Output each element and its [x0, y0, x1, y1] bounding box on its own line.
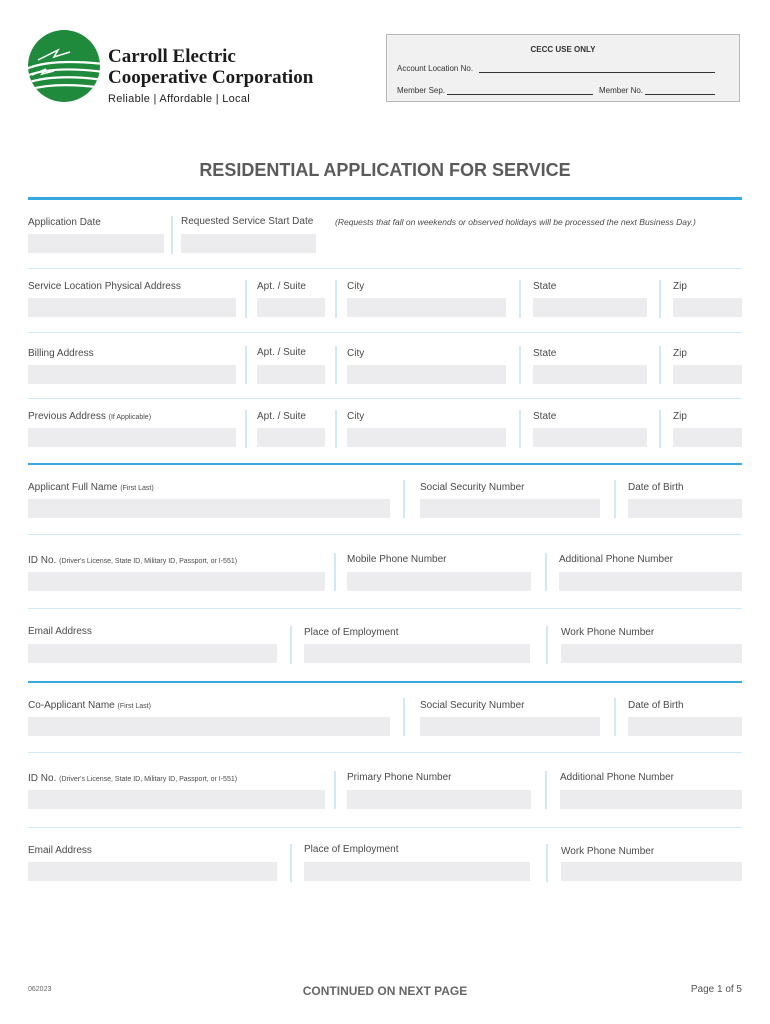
- service-address-label: Service Location Physical Address: [28, 281, 181, 292]
- company-tagline: Reliable | Affordable | Local: [108, 93, 251, 105]
- row-divider: [28, 827, 742, 828]
- coapplicant-name-field[interactable]: [28, 717, 390, 736]
- primary-phone-field[interactable]: [347, 790, 531, 809]
- billing-city-field[interactable]: [347, 365, 506, 384]
- mobile-phone-label: Mobile Phone Number: [347, 554, 447, 565]
- coapplicant-employment-label: Place of Employment: [304, 844, 399, 855]
- column-divider: [335, 410, 337, 448]
- billing-apt-field[interactable]: [257, 365, 325, 384]
- column-divider: [614, 480, 616, 518]
- applicant-additional-phone-field[interactable]: [559, 572, 742, 591]
- coapplicant-ssn-label: Social Security Number: [420, 700, 525, 711]
- coapplicant-additional-phone-label: Additional Phone Number: [560, 772, 674, 783]
- section-divider: [28, 681, 742, 683]
- column-divider: [290, 626, 292, 664]
- member-no-line[interactable]: [645, 94, 715, 95]
- service-address-field[interactable]: [28, 298, 236, 317]
- previous-city-label: City: [347, 411, 365, 422]
- column-divider: [546, 844, 548, 882]
- column-divider: [290, 844, 292, 882]
- previous-zip-field[interactable]: [673, 428, 742, 447]
- column-divider: [171, 216, 173, 254]
- previous-state-label: State: [533, 411, 557, 422]
- column-divider: [519, 280, 521, 318]
- previous-apt-label: Apt. / Suite: [257, 411, 306, 422]
- service-zip-label: Zip: [673, 281, 687, 292]
- member-no-label: Member No.: [599, 86, 644, 95]
- page-number: Page 1 of 5: [690, 984, 742, 995]
- coapplicant-id-label: ID No. (Driver's License, State ID, Military ID, Passport, or I-551): [28, 773, 238, 784]
- account-location-label: Account Location No.: [397, 64, 474, 73]
- coapplicant-work-phone-field[interactable]: [561, 862, 742, 881]
- coapplicant-dob-label: Date of Birth: [628, 700, 684, 711]
- continued-notice: CONTINUED ON NEXT PAGE: [302, 984, 468, 998]
- service-apt-field[interactable]: [257, 298, 325, 317]
- member-sep-line[interactable]: [447, 94, 593, 95]
- column-divider: [403, 698, 405, 736]
- account-location-line[interactable]: [479, 72, 715, 73]
- service-zip-field[interactable]: [673, 298, 742, 317]
- applicant-email-field[interactable]: [28, 644, 277, 663]
- previous-city-field[interactable]: [347, 428, 506, 447]
- coapplicant-email-label: Email Address: [28, 845, 92, 856]
- applicant-dob-field[interactable]: [628, 499, 742, 518]
- column-divider: [545, 553, 547, 591]
- application-date-label: Application Date: [28, 217, 101, 228]
- service-apt-label: Apt. / Suite: [257, 281, 306, 292]
- company-name-line1: Carroll Electric: [108, 46, 236, 67]
- previous-address-label: Previous Address (If Applicable): [28, 411, 152, 422]
- row-divider: [28, 752, 742, 753]
- coapplicant-id-field[interactable]: [28, 790, 325, 809]
- applicant-email-label: Email Address: [28, 626, 92, 637]
- column-divider: [245, 410, 247, 448]
- column-divider: [519, 410, 521, 448]
- coapplicant-work-phone-label: Work Phone Number: [561, 846, 655, 857]
- applicant-additional-phone-label: Additional Phone Number: [559, 554, 673, 565]
- office-use-title: CECC USE ONLY: [530, 45, 596, 54]
- previous-zip-label: Zip: [673, 411, 687, 422]
- office-use-box: [386, 34, 740, 102]
- applicant-employment-label: Place of Employment: [304, 627, 399, 638]
- billing-state-label: State: [533, 348, 557, 359]
- service-city-label: City: [347, 281, 365, 292]
- billing-city-label: City: [347, 348, 365, 359]
- applicant-name-field[interactable]: [28, 499, 390, 518]
- row-divider: [28, 398, 742, 399]
- applicant-ssn-label: Social Security Number: [420, 482, 525, 493]
- column-divider: [546, 626, 548, 664]
- service-state-label: State: [533, 281, 557, 292]
- previous-address-field[interactable]: [28, 428, 236, 447]
- coapplicant-employment-field[interactable]: [304, 862, 530, 881]
- coapplicant-additional-phone-field[interactable]: [560, 790, 742, 809]
- column-divider: [335, 346, 337, 384]
- column-divider: [334, 771, 336, 809]
- previous-state-field[interactable]: [533, 428, 647, 447]
- column-divider: [245, 280, 247, 318]
- billing-address-label: Billing Address: [28, 348, 94, 359]
- member-sep-label: Member Sep.: [397, 86, 446, 95]
- applicant-ssn-field[interactable]: [420, 499, 600, 518]
- requested-start-field[interactable]: [181, 234, 316, 253]
- column-divider: [545, 771, 547, 809]
- column-divider: [659, 410, 661, 448]
- applicant-work-phone-field[interactable]: [561, 644, 742, 663]
- requested-start-label: Requested Service Start Date: [181, 216, 314, 227]
- applicant-id-label: ID No. (Driver's License, State ID, Military ID, Passport, or I-551): [28, 555, 238, 566]
- billing-zip-field[interactable]: [673, 365, 742, 384]
- company-name-line2: Cooperative Corporation: [108, 67, 314, 88]
- mobile-phone-field[interactable]: [347, 572, 531, 591]
- row-divider: [28, 534, 742, 535]
- column-divider: [245, 346, 247, 384]
- application-date-field[interactable]: [28, 234, 164, 253]
- column-divider: [334, 553, 336, 591]
- billing-apt-label: Apt. / Suite: [257, 347, 306, 358]
- billing-zip-label: Zip: [673, 348, 687, 359]
- service-state-field[interactable]: [533, 298, 647, 317]
- row-divider: [28, 268, 742, 269]
- primary-phone-label: Primary Phone Number: [347, 772, 452, 783]
- applicant-work-phone-label: Work Phone Number: [561, 627, 655, 638]
- column-divider: [659, 280, 661, 318]
- column-divider: [659, 346, 661, 384]
- start-date-note: (Requests that fall on weekends or observed holidays will be processed the next Business Day.): [335, 217, 696, 227]
- coapplicant-dob-field[interactable]: [628, 717, 742, 736]
- title-divider: [28, 197, 742, 200]
- coapplicant-email-field[interactable]: [28, 862, 277, 881]
- row-divider: [28, 332, 742, 333]
- applicant-id-field[interactable]: [28, 572, 325, 591]
- billing-state-field[interactable]: [533, 365, 647, 384]
- column-divider: [403, 480, 405, 518]
- column-divider: [519, 346, 521, 384]
- row-divider: [28, 608, 742, 609]
- column-divider: [335, 280, 337, 318]
- applicant-employment-field[interactable]: [304, 644, 530, 663]
- section-divider: [28, 463, 742, 465]
- service-city-field[interactable]: [347, 298, 506, 317]
- column-divider: [614, 698, 616, 736]
- applicant-name-label: Applicant Full Name (First Last): [28, 482, 154, 493]
- billing-address-field[interactable]: [28, 365, 236, 384]
- previous-apt-field[interactable]: [257, 428, 325, 447]
- coapplicant-ssn-field[interactable]: [420, 717, 600, 736]
- form-code: 062023: [28, 986, 52, 993]
- cooperative-logo-icon: [28, 30, 100, 102]
- form-title: RESIDENTIAL APPLICATION FOR SERVICE: [199, 160, 571, 180]
- applicant-dob-label: Date of Birth: [628, 482, 684, 493]
- coapplicant-name-label: Co-Applicant Name (First Last): [28, 700, 151, 711]
